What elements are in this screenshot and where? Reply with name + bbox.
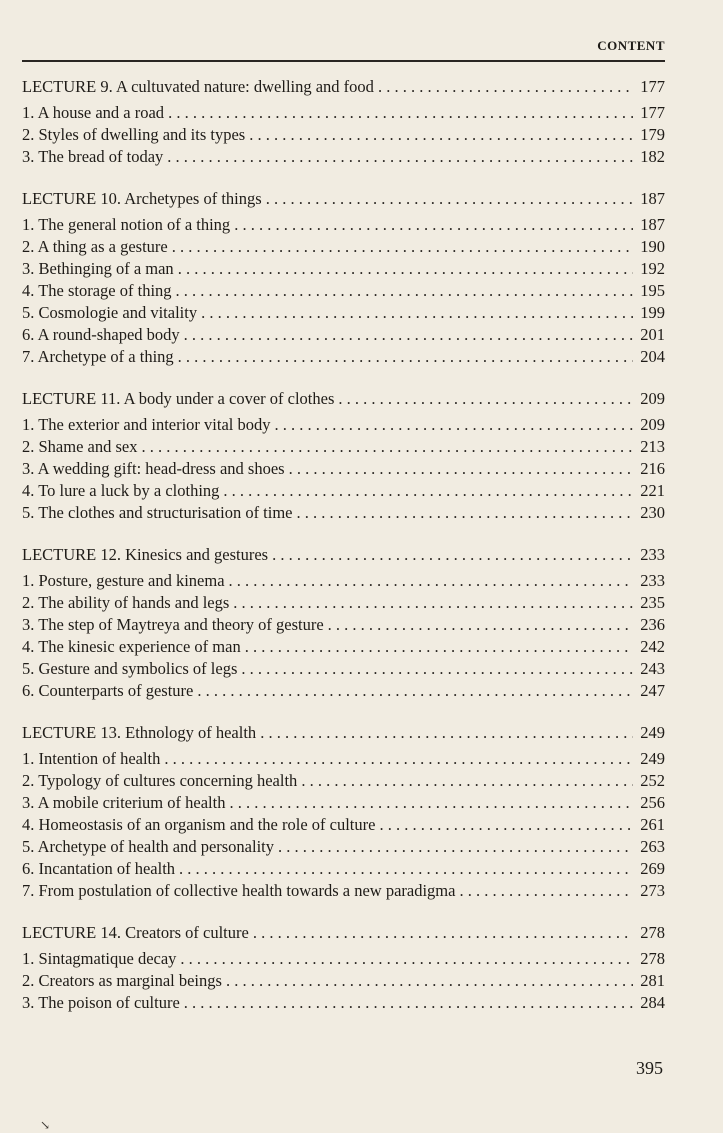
dot-leader — [260, 722, 633, 744]
toc-entry — [22, 792, 665, 814]
entry-title: 2. Shame and sex — [22, 437, 138, 456]
toc-entry — [22, 236, 665, 258]
entry-page-number: 263 — [640, 837, 665, 856]
dot-leader — [184, 324, 633, 346]
dot-leader — [233, 592, 633, 614]
entry-page-number: 235 — [640, 593, 665, 612]
dot-leader — [178, 258, 633, 280]
entry-title: 3. The step of Maytreya and theory of gesture — [22, 615, 324, 634]
entry-title: 2. Styles of dwelling and its types — [22, 125, 246, 144]
dot-leader — [172, 236, 633, 258]
toc-entry — [22, 124, 665, 146]
entry-title: 4. To lure a luck by a clothing — [22, 481, 220, 500]
dot-leader — [234, 214, 633, 236]
dot-leader — [164, 748, 633, 770]
lecture-heading — [22, 76, 665, 98]
toc-entry — [22, 680, 665, 702]
entry-page-number: 247 — [640, 681, 665, 700]
dot-leader — [176, 280, 633, 302]
entry-page-number: 187 — [640, 189, 665, 208]
dot-leader — [459, 880, 633, 902]
entry-page-number: 261 — [640, 815, 665, 834]
entry-page-number: 278 — [640, 923, 665, 942]
lecture-heading — [22, 722, 665, 744]
toc-entry — [22, 502, 665, 524]
toc-entry — [22, 836, 665, 858]
lecture-title: LECTURE 10. Archetypes of things — [22, 189, 262, 208]
lecture-heading — [22, 188, 665, 210]
lecture-title: LECTURE 13. Ethnology of health — [22, 723, 257, 742]
entry-title: 2. The ability of hands and legs — [22, 593, 230, 612]
entry-page-number: 249 — [640, 723, 665, 742]
entry-title: 4. The storage of thing — [22, 281, 172, 300]
dot-leader — [201, 302, 633, 324]
entry-title: 1. Intention of health — [22, 749, 161, 768]
entry-page-number: 192 — [640, 259, 665, 278]
entry-title: 1. The exterior and interior vital body — [22, 415, 271, 434]
entry-title: 1. Posture, gesture and kinema — [22, 571, 225, 590]
dot-leader — [249, 124, 633, 146]
dot-leader — [266, 188, 633, 210]
entry-title: 2. A thing as a gesture — [22, 237, 168, 256]
toc-entry — [22, 436, 665, 458]
toc-entry — [22, 570, 665, 592]
entry-title: 4. Homeostasis of an organism and the role of culture — [22, 815, 376, 834]
entry-page-number: 216 — [640, 459, 665, 478]
dot-leader — [226, 970, 633, 992]
dot-leader — [338, 388, 633, 410]
running-header: CONTENT — [597, 38, 665, 53]
toc-section — [22, 388, 665, 524]
dot-leader — [278, 836, 633, 858]
dot-leader — [178, 346, 633, 368]
entry-title: 4. The kinesic experience of man — [22, 637, 241, 656]
table-of-contents — [22, 76, 665, 1034]
entry-title: 5. The clothes and structurisation of time — [22, 503, 293, 522]
entry-page-number: 209 — [640, 415, 665, 434]
toc-section — [22, 922, 665, 1014]
entry-title: 3. The bread of today — [22, 147, 164, 166]
dot-leader — [141, 436, 633, 458]
entry-page-number: 187 — [640, 215, 665, 234]
lecture-title: LECTURE 14. Creators of culture — [22, 923, 249, 942]
entry-page-number: 243 — [640, 659, 665, 678]
dot-leader — [272, 544, 633, 566]
dot-leader — [379, 814, 633, 836]
entry-title: 3. Bethinging of a man — [22, 259, 174, 278]
entry-page-number: 284 — [640, 993, 665, 1012]
entry-page-number: 281 — [640, 971, 665, 990]
entry-title: 7. Archetype of a thing — [22, 347, 174, 366]
entry-page-number: 209 — [640, 389, 665, 408]
entry-page-number: 221 — [640, 481, 665, 500]
entry-title: 3. A wedding gift: head-dress and shoes — [22, 459, 285, 478]
lecture-heading — [22, 388, 665, 410]
toc-entry — [22, 102, 665, 124]
toc-entry — [22, 880, 665, 902]
entry-page-number: 278 — [640, 949, 665, 968]
dot-leader — [328, 614, 633, 636]
dot-leader — [297, 502, 633, 524]
entry-title: 7. From postulation of collective health towards a new paradigma — [22, 881, 456, 900]
entry-page-number: 236 — [640, 615, 665, 634]
entry-page-number: 199 — [640, 303, 665, 322]
entry-title: 2. Typology of cultures concerning health — [22, 771, 298, 790]
toc-entry — [22, 146, 665, 168]
entry-page-number: 177 — [640, 103, 665, 122]
toc-entry — [22, 636, 665, 658]
entry-page-number: 269 — [640, 859, 665, 878]
entry-page-number: 190 — [640, 237, 665, 256]
dot-leader — [184, 992, 633, 1014]
entry-page-number: 201 — [640, 325, 665, 344]
entry-page-number: 252 — [640, 771, 665, 790]
toc-section — [22, 76, 665, 168]
entry-title: 5. Gesture and symbolics of legs — [22, 659, 238, 678]
page-number: 395 — [636, 1058, 663, 1078]
entry-page-number: 273 — [640, 881, 665, 900]
dot-leader — [301, 770, 633, 792]
header-rule — [22, 60, 665, 62]
dot-leader — [168, 102, 633, 124]
entry-page-number: 179 — [640, 125, 665, 144]
toc-entry — [22, 324, 665, 346]
toc-section — [22, 188, 665, 368]
lecture-heading — [22, 922, 665, 944]
dot-leader — [197, 680, 633, 702]
entry-page-number: 182 — [640, 147, 665, 166]
toc-entry — [22, 346, 665, 368]
lecture-heading — [22, 544, 665, 566]
toc-entry — [22, 280, 665, 302]
toc-entry — [22, 458, 665, 480]
lecture-title: LECTURE 11. A body under a cover of clothes — [22, 389, 335, 408]
entry-title: 3. A mobile criterium of health — [22, 793, 226, 812]
toc-entry — [22, 480, 665, 502]
entry-page-number: 233 — [640, 545, 665, 564]
entry-page-number: 230 — [640, 503, 665, 522]
entry-title: 3. The poison of culture — [22, 993, 180, 1012]
entry-title: 2. Creators as marginal beings — [22, 971, 222, 990]
scan-mark: ↘ — [40, 1118, 51, 1132]
dot-leader — [241, 658, 633, 680]
entry-page-number: 213 — [640, 437, 665, 456]
entry-page-number: 242 — [640, 637, 665, 656]
dot-leader — [167, 146, 633, 168]
entry-page-number: 204 — [640, 347, 665, 366]
toc-entry — [22, 858, 665, 880]
toc-entry — [22, 614, 665, 636]
toc-entry — [22, 302, 665, 324]
toc-section — [22, 722, 665, 902]
dot-leader — [229, 570, 633, 592]
dot-leader — [180, 948, 633, 970]
lecture-title: LECTURE 12. Kinesics and gestures — [22, 545, 269, 564]
toc-entry — [22, 992, 665, 1014]
dot-leader — [378, 76, 633, 98]
entry-title: 5. Archetype of health and personality — [22, 837, 275, 856]
toc-entry — [22, 770, 665, 792]
dot-leader — [179, 858, 633, 880]
toc-entry — [22, 970, 665, 992]
entry-page-number: 177 — [640, 77, 665, 96]
toc-entry — [22, 214, 665, 236]
entry-page-number: 249 — [640, 749, 665, 768]
entry-title: 1. The general notion of a thing — [22, 215, 231, 234]
entry-title: 6. Incantation of health — [22, 859, 176, 878]
toc-entry — [22, 748, 665, 770]
entry-title: 1. A house and a road — [22, 103, 165, 122]
toc-entry — [22, 592, 665, 614]
dot-leader — [275, 414, 634, 436]
toc-section — [22, 544, 665, 702]
dot-leader — [289, 458, 633, 480]
toc-entry — [22, 814, 665, 836]
dot-leader — [229, 792, 633, 814]
dot-leader — [223, 480, 633, 502]
entry-title: 6. A round-shaped body — [22, 325, 180, 344]
entry-page-number: 233 — [640, 571, 665, 590]
toc-entry — [22, 258, 665, 280]
toc-entry — [22, 948, 665, 970]
entry-title: 6. Counterparts of gesture — [22, 681, 194, 700]
dot-leader — [253, 922, 633, 944]
entry-page-number: 195 — [640, 281, 665, 300]
toc-entry — [22, 658, 665, 680]
dot-leader — [245, 636, 633, 658]
entry-page-number: 256 — [640, 793, 665, 812]
lecture-title: LECTURE 9. A cultuvated nature: dwelling and food — [22, 77, 374, 96]
entry-title: 1. Sintagmatique decay — [22, 949, 177, 968]
entry-title: 5. Cosmologie and vitality — [22, 303, 198, 322]
toc-entry — [22, 414, 665, 436]
